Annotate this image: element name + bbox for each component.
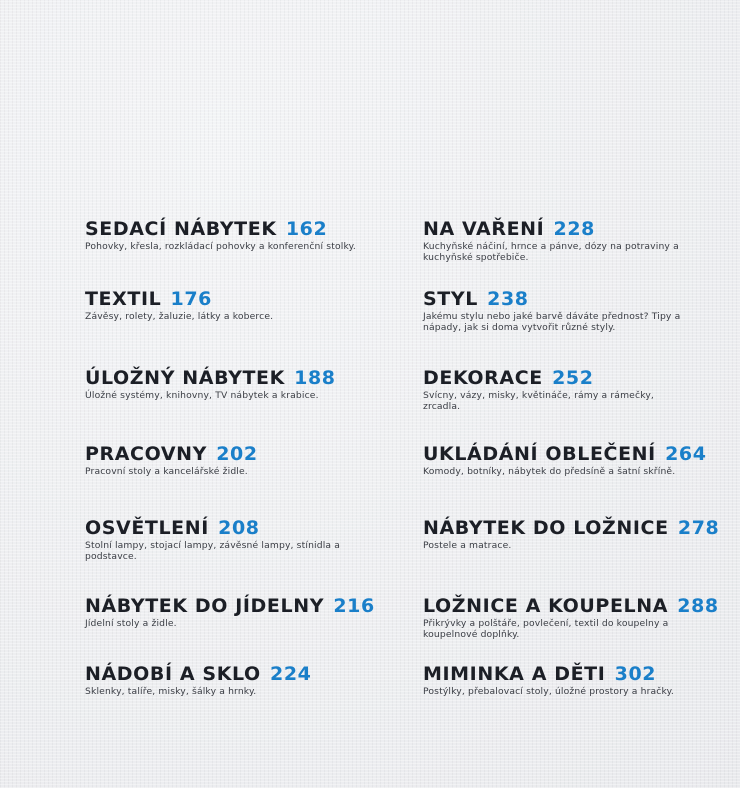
toc-entry-heading — [423, 663, 733, 685]
toc-entry-description: Závěsy, rolety, žaluzie, látky a koberce. — [85, 311, 274, 322]
toc-entry-heading — [423, 218, 733, 240]
toc-entry-heading — [423, 517, 733, 539]
toc-entry-title: UKLÁDÁNÍ OBLEČENÍ — [423, 443, 656, 465]
toc-entry[interactable] — [423, 288, 733, 333]
toc-entry-title: LOŽNICE A KOUPELNA — [423, 595, 669, 617]
toc-entry-heading — [85, 517, 395, 539]
toc-entry-heading — [85, 218, 395, 240]
toc-entry-description: Komody, botníky, nábytek do předsíně a šatní skříně. — [423, 466, 676, 477]
toc-entry-page-number: 288 — [677, 595, 719, 617]
toc-entry[interactable] — [85, 443, 395, 477]
toc-entry-page-number: 162 — [285, 218, 328, 240]
toc-entry-page-number: 176 — [170, 288, 213, 310]
toc-entry-title: NA VAŘENÍ — [423, 218, 545, 240]
toc-entry-page-number: 202 — [216, 443, 258, 465]
toc-entry-description: Přikrývky a polštáře, povlečení, textil do koupelny a koupelnové doplňky. — [423, 618, 669, 640]
toc-entry-description: Postele a matrace. — [423, 540, 512, 551]
toc-entry-title: DEKORACE — [423, 367, 543, 389]
toc-entry-title: NÁBYTEK DO LOŽNICE — [423, 517, 669, 539]
toc-entry-title: STYL — [423, 288, 478, 310]
toc-entry-title: PRACOVNY — [85, 443, 208, 465]
toc-entry-description: Postýlky, přebalovací stoly, úložné prostory a hračky. — [423, 686, 674, 697]
toc-entry-description: Pohovky, křesla, rozkládací pohovky a konferenční stolky. — [85, 241, 356, 252]
toc-entry-page-number: 302 — [614, 663, 657, 685]
toc-entry-description: Kuchyňské náčiní, hrnce a pánve, dózy na potraviny a kuchyňské spotřebiče. — [423, 241, 679, 263]
toc-entry-heading — [423, 367, 733, 389]
toc-entry-page-number: 188 — [294, 367, 336, 389]
toc-entry-heading — [423, 595, 733, 617]
toc-entry-title: NÁBYTEK DO JÍDELNY — [85, 595, 325, 617]
toc-entry-page-number: 228 — [553, 218, 596, 240]
toc-entry-page-number: 208 — [218, 517, 260, 539]
toc-entry-page-number: 216 — [333, 595, 375, 617]
toc-entry-description: Pracovní stoly a kancelářské židle. — [85, 466, 248, 477]
toc-entry-heading — [85, 288, 395, 310]
toc-entry-title: ÚLOŽNÝ NÁBYTEK — [85, 367, 285, 389]
toc-entry-heading — [423, 443, 733, 465]
toc-entry-title: NÁDOBÍ A SKLO — [85, 663, 261, 685]
toc-entry-description: Úložné systémy, knihovny, TV nábytek a krabice. — [85, 390, 319, 401]
toc-entry-description: Jídelní stoly a židle. — [85, 618, 177, 629]
toc-entry-page-number: 238 — [487, 288, 529, 310]
toc-entry-page-number: 224 — [270, 663, 312, 685]
toc-entry-description: Jakému stylu nebo jaké barvě dáváte přednost? Tipy a nápady, jak si doma vytvořit různé styly. — [423, 311, 681, 333]
toc-entry-heading — [85, 367, 395, 389]
toc-entry-description: Sklenky, talíře, misky, šálky a hrnky. — [85, 686, 257, 697]
toc-entry[interactable] — [85, 663, 395, 697]
toc-entry[interactable] — [423, 595, 733, 640]
toc-entry-heading — [423, 288, 733, 310]
toc-entry[interactable] — [85, 595, 395, 629]
toc-entry[interactable] — [423, 517, 733, 551]
toc-entry[interactable] — [423, 663, 733, 697]
toc-entry-page-number: 252 — [552, 367, 594, 389]
toc-entry[interactable] — [423, 367, 733, 412]
toc-entry[interactable] — [423, 218, 733, 263]
toc-entry-description: Svícny, vázy, misky, květináče, rámy a rámečky, zrcadla. — [423, 390, 654, 412]
toc-entry-title: TEXTIL — [85, 288, 162, 310]
toc-entry[interactable] — [85, 288, 395, 322]
toc-entry[interactable] — [423, 443, 733, 477]
toc-entry-heading — [85, 443, 395, 465]
toc-entry-heading — [85, 595, 395, 617]
toc-entry[interactable] — [85, 218, 395, 252]
toc-entry-heading — [85, 663, 395, 685]
toc-entry-page-number: 264 — [665, 443, 707, 465]
toc-entry[interactable] — [85, 367, 395, 401]
toc-entry[interactable] — [85, 517, 395, 562]
toc-entry-page-number: 278 — [677, 517, 720, 539]
toc-entry-description: Stolní lampy, stojací lampy, závěsné lampy, stínidla a podstavce. — [85, 540, 341, 562]
toc-entry-title: MIMINKA A DĚTI — [423, 663, 606, 685]
toc-entry-title: SEDACÍ NÁBYTEK — [85, 218, 277, 240]
toc-entry-title: OSVĚTLENÍ — [85, 517, 209, 539]
